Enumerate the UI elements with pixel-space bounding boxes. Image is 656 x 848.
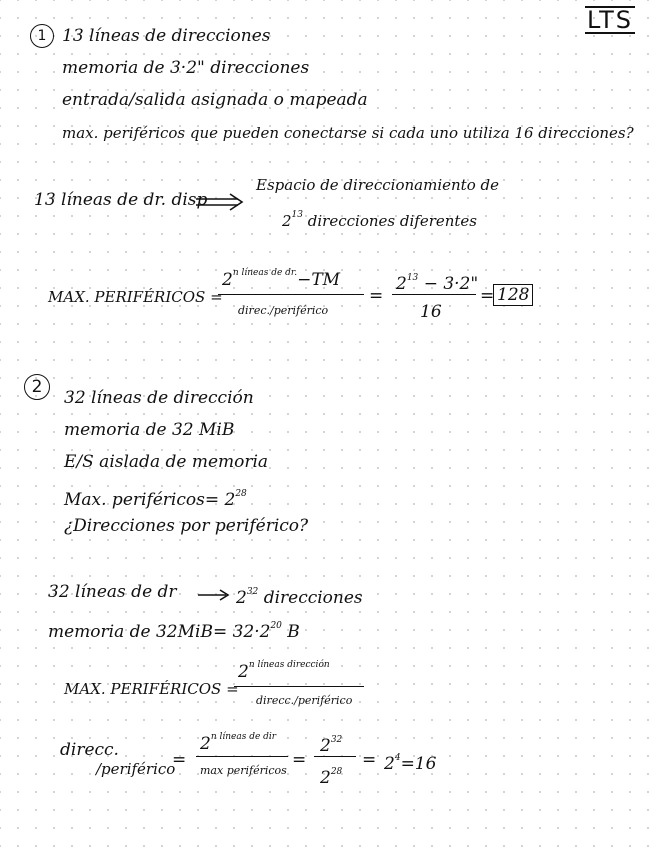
double-arrow-icon — [196, 193, 244, 211]
p1-line-2: memoria de 3·2" direcciones — [62, 58, 310, 78]
p2-formula-label: MAX. PERIFÉRICOS = — [64, 680, 239, 698]
p1-formula-label: MAX. PERIFÉRICOS = — [48, 288, 223, 306]
p2-formula2-result: $2^4=16$ — [384, 753, 437, 774]
p1-line-4: max. periféricos que pueden conectarse si cada uno utiliza 16 direcciones? — [62, 124, 634, 142]
p2-formula2-numerator: $2^{n líneas de dir}$ — [200, 732, 277, 754]
p1-formula-numerator: $2^{n líneas de dr.}-TM$ — [222, 268, 341, 290]
p1-equals-2: = — [480, 286, 495, 306]
arrow-right-icon — [198, 589, 230, 601]
p1-address-lines: 13 líneas de dr. disp — [34, 190, 208, 210]
problem-number-1: 1 — [30, 24, 54, 48]
p2-line-1: 32 líneas de dirección — [64, 388, 254, 408]
p2-formula2-eq-2: = — [292, 750, 307, 770]
p2-formula-numerator: $2^{n líneas dirección}$ — [238, 660, 330, 682]
p1-result: 128 — [493, 284, 533, 306]
p2-formula2-label-top: direcc. — [60, 740, 119, 760]
p1-equals-1: = — [369, 286, 384, 306]
page-tag: LTS — [587, 6, 633, 34]
p2-line-2: memoria de 32 MiB — [64, 420, 235, 440]
p1-address-space-text: Espacio de direccionamiento de — [256, 176, 499, 194]
p1-formula-numerator-2: $2^{13} - 3\cdot 2$" — [396, 273, 479, 294]
p2-formula2-denominator-2: $2^{28}$ — [320, 767, 343, 788]
p2-formula2-numerator-2: $2^{32}$ — [320, 735, 343, 756]
p2-formula2-denominator: max periféricos — [200, 764, 287, 777]
p1-address-space-count: $2^{13}$ direcciones diferentes — [282, 210, 477, 230]
p2-formula2-eq-1: = — [172, 750, 187, 770]
p2-formula2-bar — [196, 756, 288, 757]
p2-work-line-2: memoria de $32MiB= 32\cdot 2^{20}$ B — [48, 621, 300, 642]
p2-fraction-bar — [234, 686, 364, 687]
p1-fraction-bar — [218, 294, 364, 295]
p2-line-4: ¿Direcciones por periférico? — [64, 516, 309, 536]
p2-formula2-eq-3: = — [362, 750, 377, 770]
p2-work-line-1: 32 líneas de dr — [48, 582, 177, 602]
p1-formula-denominator: direc./periférico — [238, 304, 329, 317]
problem-number-2: 2 — [24, 374, 50, 400]
p2-formula2-label-bottom: /periférico — [96, 760, 176, 778]
p1-fraction-bar-2 — [392, 294, 476, 295]
p1-formula-denominator-2: 16 — [420, 302, 442, 322]
p2-formula2-bar-2 — [314, 756, 356, 757]
p1-line-1: 13 líneas de direcciones — [62, 26, 271, 46]
p2-max-line: Max. periféricos= $2^{28}$ — [64, 489, 247, 510]
p2-line-3: E/S aislada de memoria — [64, 452, 269, 472]
p2-work-line-1-result: $2^{32}$ direcciones — [236, 587, 363, 608]
p2-formula-denominator: direcc./periférico — [256, 694, 353, 707]
p1-line-3: entrada/salida asignada o mapeada — [62, 90, 368, 110]
